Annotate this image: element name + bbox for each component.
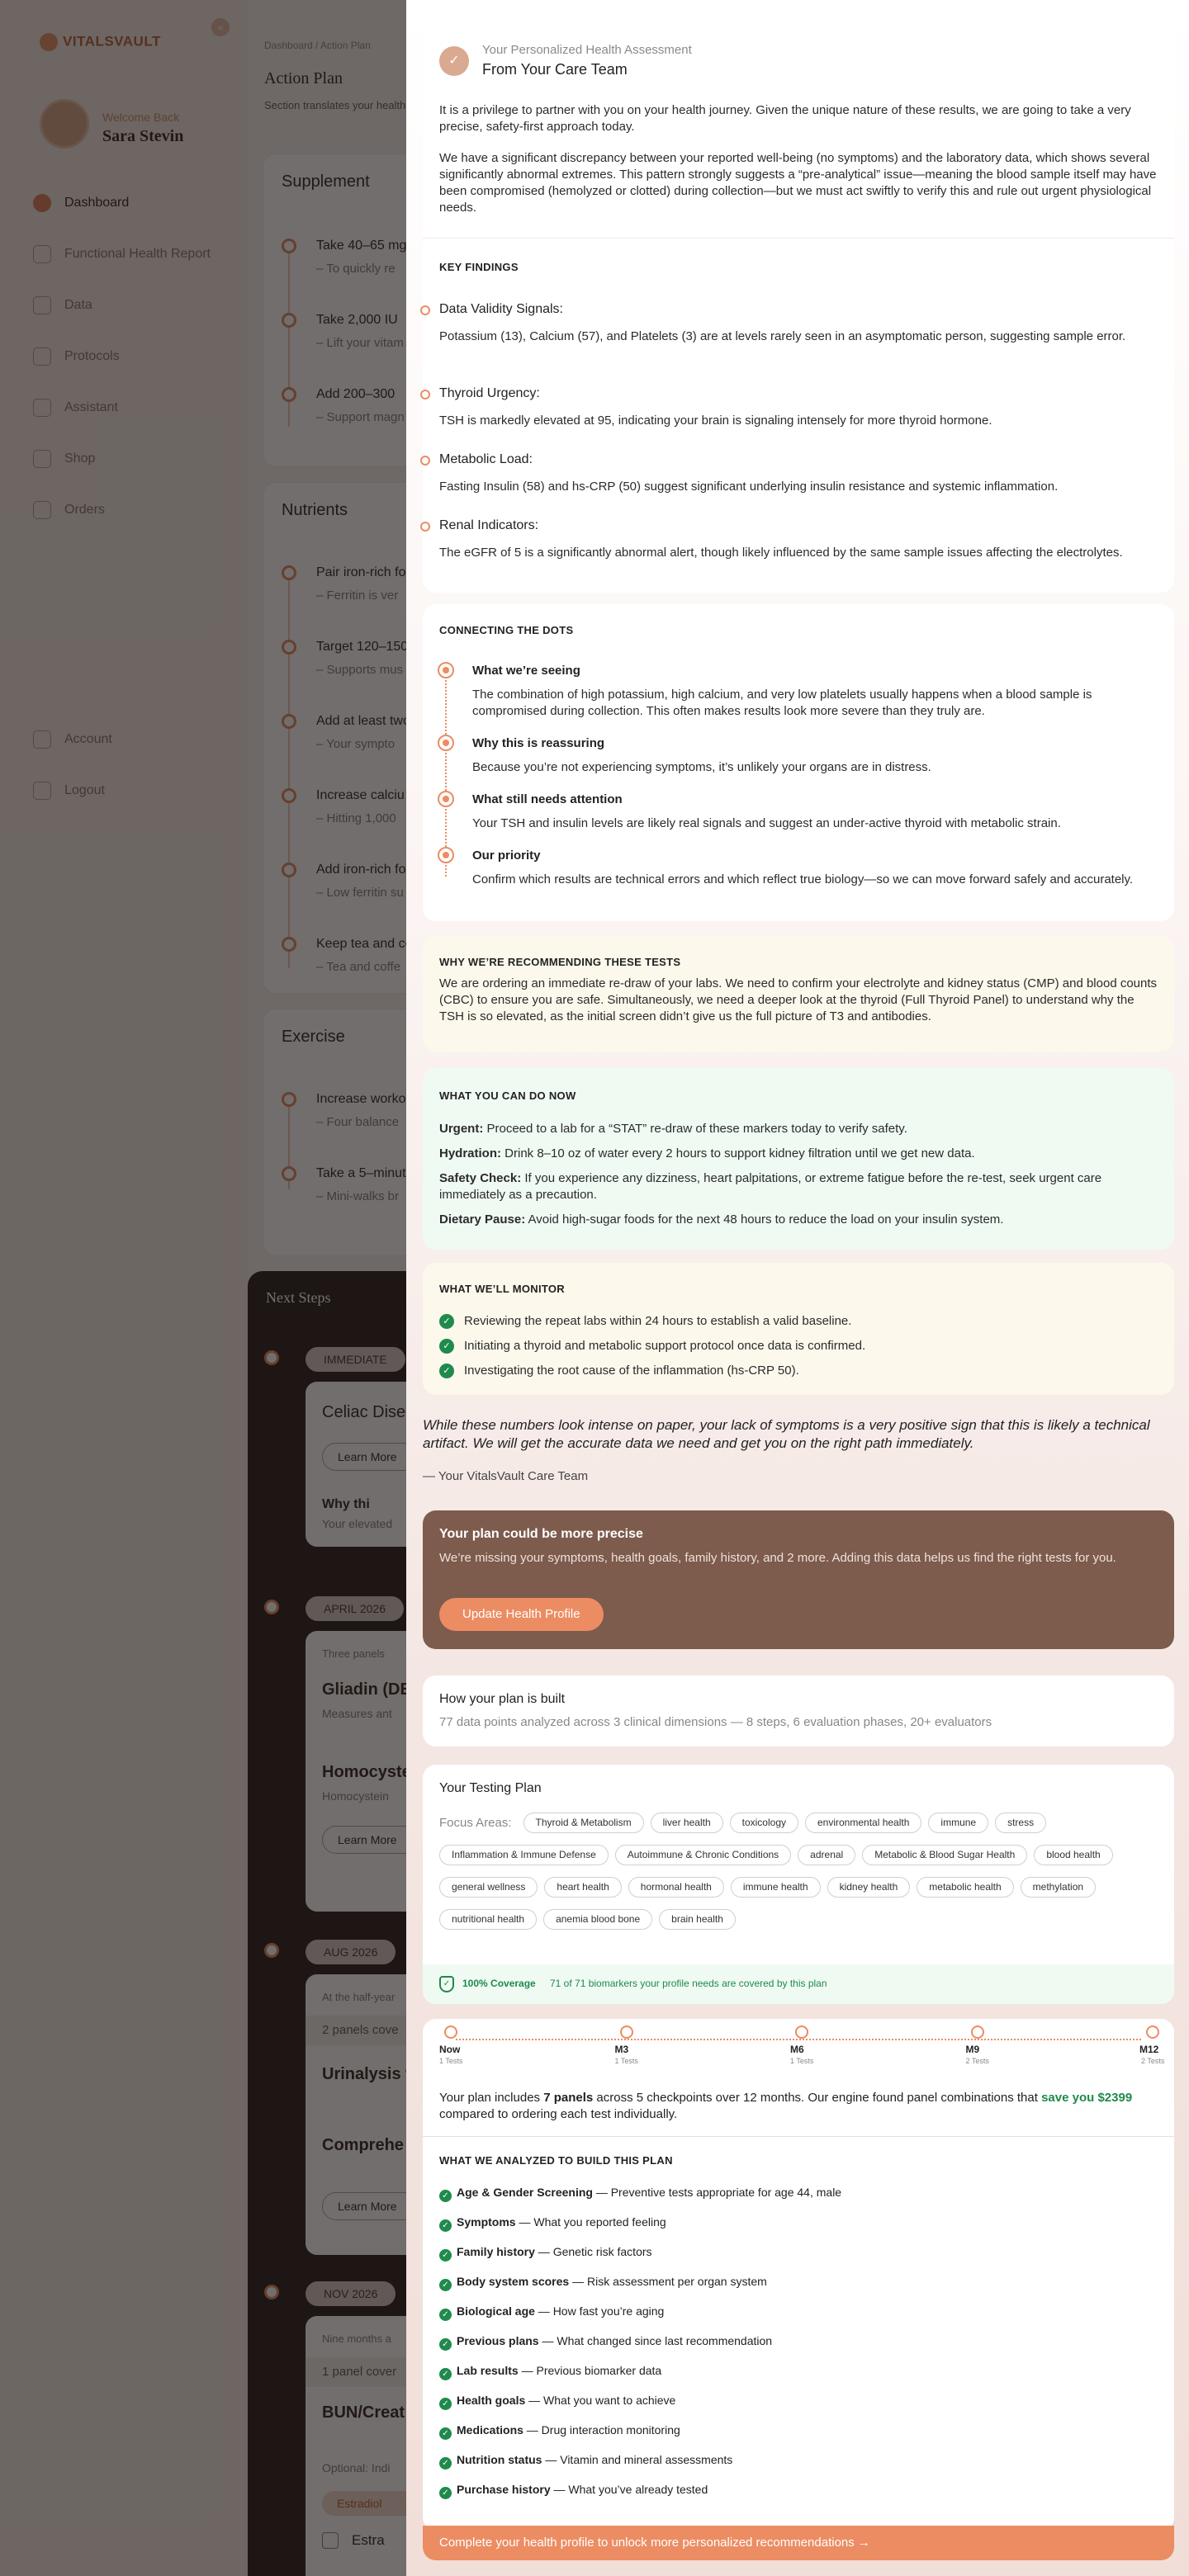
assessment-title: From Your Care Team [482, 61, 628, 78]
focus-areas [439, 1813, 1166, 1941]
do-now-card [423, 1068, 1174, 1250]
plan-summary [439, 2090, 1158, 2123]
finding-title: Thyroid Urgency: [439, 386, 540, 400]
check-icon: ✓ [439, 2338, 452, 2351]
analyzed-heading: WHAT WE ANALYZED TO BUILD THIS PLAN [439, 2154, 673, 2167]
focus-chip[interactable]: Autoimmune & Chronic Conditions [615, 1845, 791, 1865]
finding-dot [420, 305, 430, 315]
step-dot [438, 662, 454, 678]
focus-chip[interactable]: blood health [1034, 1845, 1112, 1865]
why-tests-body: We are ordering an immediate re-draw of your labs. We need to confirm your electrolyte and kidney status (CMP) and blood counts (CBC) to ensure you are safe. Simultaneously, we need a deeper look at the thyroid (Full Thyroid Panel) to understand why the TSH is so elevated, as the initial screen didn’t give us the full picture of T3 and antibodies. [439, 976, 1158, 1023]
analyzed-text: — How fast you’re aging [534, 2304, 665, 2318]
discrepancy-paragraph: We have a significant discrepancy between your reported well-being (no symptoms) and the laboratory data, which shows several significantly abnormal extremes. This pattern strongly suggests a “pre-analytical” issue—meaning the blood sample itself may have been compromised (hemolyzed or clotted) during collection—but we must act swiftly to verify this and rule out urgent physiological needs. [439, 151, 1157, 215]
analyzed-item [439, 2304, 664, 2321]
analyzed-item [439, 2215, 666, 2232]
assessment-panel [406, 0, 1189, 2576]
focus-chips [439, 1815, 1120, 1926]
focus-chip[interactable]: hormonal health [628, 1877, 724, 1898]
closing-message: While these numbers look intense on paper, your lack of symptoms is a very positive sign that this is likely a technical artifact. We will get the accurate data we need and get you on the right path immediately. [423, 1417, 1150, 1451]
plan-timeline-card [423, 2019, 1174, 2531]
monitor-item: Initiating a thyroid and metabolic support protocol once data is confirmed. [464, 1339, 866, 1353]
analyzed-label: Purchase history [457, 2483, 551, 2496]
analyzed-item [439, 2364, 661, 2380]
analyzed-text: — Previous biomarker data [518, 2364, 662, 2377]
checkpoint-dot[interactable] [1146, 2025, 1159, 2039]
update-health-profile-button[interactable]: Update Health Profile [439, 1598, 604, 1631]
checkpoint-dot[interactable] [620, 2025, 633, 2039]
focus-chip[interactable]: brain health [659, 1909, 736, 1930]
profile-prompt-body: We’re missing your symptoms, health goals, family history, and 2 more. Adding this data helps us find the right tests for you. [439, 1551, 1116, 1565]
signature: — Your VitalsVault Care Team [423, 1469, 589, 1483]
assessment-eyebrow: Your Personalized Health Assessment [482, 43, 692, 57]
analyzed-item [439, 2394, 675, 2410]
checkpoint-label: M6 [790, 2044, 804, 2055]
checkpoint-tests: 2 Tests [965, 2057, 989, 2065]
timeline-line [445, 670, 447, 877]
check-icon: ✓ [439, 2398, 452, 2410]
checkpoint-label: M12 [1139, 2044, 1159, 2055]
analyzed-label: Biological age [457, 2304, 535, 2318]
do-now-item [439, 1146, 1158, 1162]
finding-dot [420, 456, 430, 466]
focus-chip[interactable]: methylation [1021, 1877, 1096, 1898]
checkpoint-tests: 2 Tests [1141, 2057, 1165, 2065]
focus-chip[interactable]: immune health [731, 1877, 821, 1898]
analyzed-item [439, 2186, 841, 2202]
analyzed-text: — What you’ve already tested [550, 2483, 708, 2496]
step-dot [438, 735, 454, 751]
analyzed-label: Nutrition status [457, 2453, 542, 2466]
why-tests-card [423, 936, 1174, 1052]
step-title: What we’re seeing [472, 664, 580, 678]
monitor-item: Investigating the root cause of the inflammation (hs-CRP 50). [464, 1364, 799, 1378]
coverage-text: 71 of 71 biomarkers your profile needs are covered by this plan [550, 1978, 827, 1989]
checkpoint-tests: 1 Tests [439, 2057, 463, 2065]
focus-chip[interactable]: stress [995, 1813, 1046, 1833]
checkpoint-tests: 1 Tests [614, 2057, 638, 2065]
step-body: The combination of high potassium, high calcium, and very low platelets usually happens when a blood sample is compromised during collection. This often makes results look more severe than they truly are. [472, 688, 1092, 718]
divider [423, 238, 1174, 239]
monitor-item: Reviewing the repeat labs within 24 hours to establish a valid baseline. [464, 1314, 852, 1328]
analyzed-label: Symptoms [457, 2215, 516, 2229]
analyzed-item [439, 2453, 732, 2470]
focus-chip[interactable]: general wellness [439, 1877, 538, 1898]
check-icon: ✓ [439, 2279, 452, 2291]
finding-title: Renal Indicators: [439, 518, 539, 532]
focus-chip[interactable]: metabolic health [917, 1877, 1013, 1898]
summary-savings: save you $2399 [1041, 2091, 1133, 2105]
focus-chip[interactable]: kidney health [827, 1877, 911, 1898]
focus-label: Focus Areas: [439, 1816, 512, 1830]
profile-prompt-title: Your plan could be more precise [439, 1527, 643, 1541]
divider [423, 2136, 1174, 2137]
check-icon: ✓ [439, 1339, 454, 1354]
do-now-label: Dietary Pause: [439, 1212, 526, 1227]
timeline-line [456, 2039, 1141, 2040]
checkpoint-dot[interactable] [971, 2025, 984, 2039]
analyzed-label: Lab results [457, 2364, 519, 2377]
check-icon: ✓ [439, 2457, 452, 2470]
analyzed-label: Health goals [457, 2394, 526, 2407]
do-now-label: Urgent: [439, 1122, 484, 1136]
analyzed-text: — Vitamin and mineral assessments [542, 2453, 733, 2466]
check-icon: ✓ [439, 2368, 452, 2380]
step-body: Confirm which results are technical errors and which reflect true biology—so we can move forward safely and accurately. [472, 872, 1134, 886]
step-body: Because you’re not experiencing symptoms, it’s unlikely your organs are in distress. [472, 760, 931, 774]
finding-body: Potassium (13), Calcium (57), and Platelets (3) are at levels rarely seen in an asymptomatic person, suggesting sample error. [439, 329, 1126, 343]
check-icon: ✓ [439, 1314, 454, 1329]
analyzed-item [439, 2483, 708, 2499]
plan-built-body: 77 data points analyzed across 3 clinical dimensions — 8 steps, 6 evaluation phases, 20+ evaluators [439, 1715, 992, 1729]
monitor-heading: WHAT WE’LL MONITOR [439, 1283, 565, 1295]
analyzed-text: — What changed since last recommendation [538, 2334, 773, 2347]
summary-text: across 5 checkpoints over 12 months. Our engine found panel combinations that [593, 2091, 1042, 2105]
why-tests-heading: WHY WE’RE RECOMMENDING THESE TESTS [439, 956, 681, 968]
do-now-item [439, 1170, 1158, 1203]
step-title: What still needs attention [472, 792, 623, 806]
focus-chip[interactable]: nutritional health [439, 1909, 537, 1930]
analyzed-text: — What you want to achieve [525, 2394, 676, 2407]
check-icon: ✓ [439, 2309, 452, 2321]
connecting-dots-card [423, 604, 1174, 921]
analyzed-item [439, 2275, 767, 2291]
analyzed-text: — Risk assessment per organ system [569, 2275, 767, 2288]
finding-body: The eGFR of 5 is a significantly abnormal alert, though likely influenced by the same sample issues affecting the electrolytes. [439, 546, 1123, 560]
coverage-bar [423, 1964, 1174, 2004]
focus-chip[interactable]: immune [928, 1813, 988, 1833]
shield-check-icon: ✓ [439, 46, 469, 76]
analyzed-label: Age & Gender Screening [457, 2186, 593, 2199]
care-team-letter-card [423, 17, 1174, 593]
finding-title: Data Validity Signals: [439, 302, 563, 316]
plan-built-card[interactable] [423, 1676, 1174, 1746]
focus-chip[interactable]: toxicology [730, 1813, 798, 1833]
analyzed-item [439, 2334, 772, 2351]
finding-dot [420, 390, 430, 399]
focus-chip[interactable]: Thyroid & Metabolism [523, 1813, 644, 1833]
finding-body: Fasting Insulin (58) and hs-CRP (50) suggest significant underlying insulin resistance and systemic inflammation. [439, 480, 1059, 494]
do-now-text: Avoid high-sugar foods for the next 48 hours to reduce the load on your insulin system. [525, 1212, 1004, 1227]
analyzed-label: Body system scores [457, 2275, 570, 2288]
analyzed-label: Medications [457, 2423, 523, 2437]
checkpoint-dot[interactable] [444, 2025, 457, 2039]
testing-plan-title: Your Testing Plan [439, 1781, 542, 1795]
profile-prompt-card [423, 1510, 1174, 1649]
do-now-item [439, 1212, 1158, 1228]
do-now-text: If you experience any dizziness, heart palpitations, or extreme fatigue before the re-test, seek urgent care immediately as a precaution. [439, 1171, 1102, 1202]
step-title: Why this is reassuring [472, 736, 605, 750]
analyzed-text: — Genetic risk factors [534, 2245, 652, 2258]
do-now-label: Hydration: [439, 1146, 501, 1160]
focus-chip[interactable]: environmental health [805, 1813, 921, 1833]
plan-built-title: How your plan is built [439, 1692, 566, 1706]
summary-panels: 7 panels [543, 2091, 594, 2105]
analyzed-item [439, 2245, 652, 2262]
analyzed-text: — Drug interaction monitoring [523, 2423, 680, 2437]
do-now-item [439, 1121, 1158, 1137]
step-title: Our priority [472, 848, 541, 863]
focus-chip[interactable]: Metabolic & Blood Sugar Health [862, 1845, 1027, 1865]
step-dot [438, 847, 454, 863]
do-now-heading: WHAT YOU CAN DO NOW [439, 1089, 576, 1102]
do-now-text: Drink 8–10 oz of water every 2 hours to support kidney filtration until we get new data. [501, 1146, 975, 1160]
step-body: Your TSH and insulin levels are likely real signals and suggest an under-active thyroid with metabolic strain. [472, 816, 1061, 830]
finding-title: Metabolic Load: [439, 452, 533, 466]
do-now-label: Safety Check: [439, 1171, 522, 1185]
check-icon: ✓ [439, 2427, 452, 2440]
intro-paragraph: It is a privilege to partner with you on your health journey. Given the unique nature of these results, we are going to take a very precise, safety-first approach today. [439, 103, 1131, 134]
shield-check-icon: ✓ [439, 1976, 454, 1992]
summary-text: Your plan includes [439, 2091, 544, 2105]
focus-chip[interactable]: Inflammation & Immune Defense [439, 1845, 609, 1865]
focus-chip[interactable]: adrenal [798, 1845, 855, 1865]
analyzed-label: Family history [457, 2245, 535, 2258]
connecting-heading: CONNECTING THE DOTS [439, 624, 574, 636]
check-icon: ✓ [439, 2249, 452, 2262]
checkpoint-tests: 1 Tests [790, 2057, 814, 2065]
key-findings-heading: KEY FINDINGS [439, 261, 519, 273]
checkpoint-dot[interactable] [795, 2025, 808, 2039]
checkpoint-label: M3 [614, 2044, 629, 2055]
check-icon: ✓ [439, 2487, 452, 2499]
finding-body: TSH is markedly elevated at 95, indicating your brain is signaling intensely for more thyroid hormone. [439, 414, 992, 428]
summary-text: compared to ordering each test individually. [439, 2107, 678, 2121]
monitor-card [423, 1263, 1174, 1395]
check-icon: ✓ [439, 2190, 452, 2202]
focus-chip[interactable]: heart health [544, 1877, 621, 1898]
step-dot [438, 791, 454, 807]
complete-profile-banner[interactable]: Complete your health profile to unlock more personalized recommendations → [423, 2526, 1174, 2560]
finding-dot [420, 522, 430, 532]
checkpoint-label: Now [439, 2044, 461, 2055]
check-icon: ✓ [439, 2219, 452, 2232]
analyzed-text: — What you reported feeling [515, 2215, 666, 2229]
do-now-text: Proceed to a lab for a “STAT” re-draw of these markers today to verify safety. [483, 1122, 907, 1136]
analyzed-text: — Preventive tests appropriate for age 44, male [592, 2186, 842, 2199]
coverage-label: 100% Coverage [462, 1978, 536, 1989]
analyzed-item [439, 2423, 680, 2440]
focus-chip[interactable]: anemia blood bone [543, 1909, 652, 1930]
analyzed-label: Previous plans [457, 2334, 539, 2347]
checkpoint-label: M9 [965, 2044, 980, 2055]
focus-chip[interactable]: liver health [651, 1813, 723, 1833]
testing-plan-card [423, 1765, 1174, 2004]
check-icon: ✓ [439, 1364, 454, 1378]
